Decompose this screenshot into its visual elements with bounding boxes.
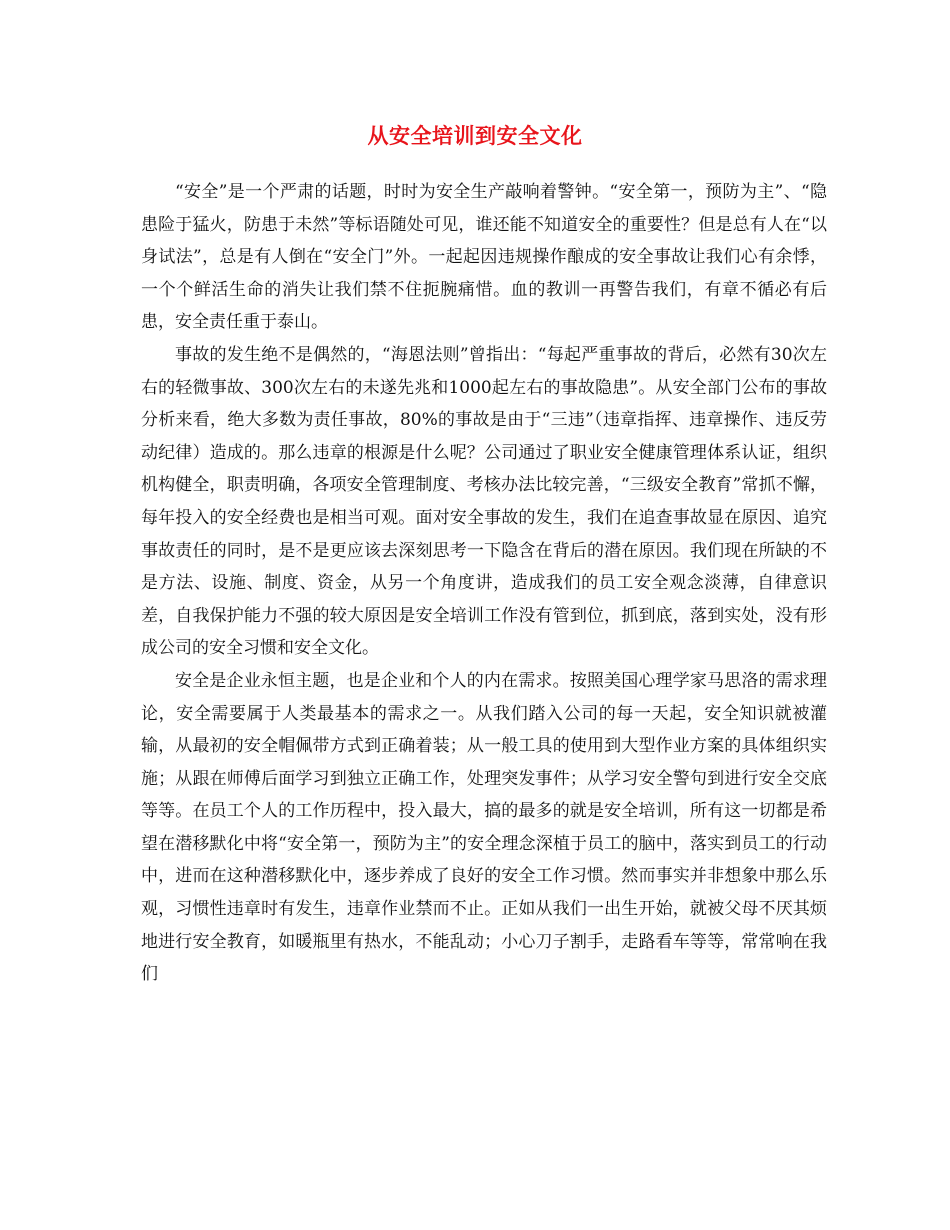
document-body <box>141 176 827 991</box>
paragraph-3: 安全是企业永恒主题，也是企业和个人的内在需求。按照美国心理学家马思洛的需求理论，安全需要属于人类最基本的需求之一。从我们踏入公司的每一天起，安全知识就被灌输，从最初的安全帽佩带方式到正确着装；从一般工具的使用到大型作业方案的具体组织实施；从跟在师傅后面学习到独立正确工作，处理突发事件；从学习安全警句到进行安全交底等等。在员工个人的工作历程中，投入最大，搞的最多的就是安全培训，所有这一切都是希望在潜移默化中将“安全第一，预防为主”的安全理念深植于员工的脑中，落实到员工的行动中，进而在这种潜移默化中，逐步养成了良好的安全工作习惯。然而事实并非想象中那么乐观，习惯性违章时有发生，违章作业禁而不止。正如从我们一出生开始，就被父母不厌其烦地进行安全教育，如暖瓶里有热水，不能乱动；小心刀子割手，走路看车等等，常常响在我们 <box>141 670 827 985</box>
document-title: 从安全培训到安全文化 <box>367 123 583 148</box>
paragraph-1: “安全”是一个严肃的话题，时时为安全生产敲响着警钟。“安全第一，预防为主”、“隐患险于猛火，防患于未然”等标语随处可见，谁还能不知道安全的重要性？但是总有人在“以身试法”，总是有人倒在“安全门”外。一起起因违规操作酿成的安全事故让我们心有余悸，一个个鲜活生命的消失让我们禁不住扼腕痛惜。血的教训一再警告我们，有章不循必有后患，安全责任重于泰山。 <box>141 182 827 333</box>
paragraph-2: 事故的发生绝不是偶然的，“海恩法则”曾指出：“每起严重事故的背后，必然有30次左右的轻微事故、300次左右的未遂先兆和1000起左右的事故隐患”。从安全部门公布的事故分析来看，绝大多数为责任事故，80%的事故是由于“三违”（违章指挥、违章操作、违反劳动纪律）造成的。那么违章的根源是什么呢？公司通过了职业安全健康管理体系认证，组织机构健全，职责明确，各项安全管理制度、考核办法比较完善，“三级安全教育”常抓不懈，每年投入的安全经费也是相当可观。面对安全事故的发生，我们在追查事故显在原因、追究事故责任的同时，是不是更应该去深刻思考一下隐含在背后的潜在原因。我们现在所缺的不是方法、设施、制度、资金，从另一个角度讲，造成我们的员工安全观念淡薄，自律意识差，自我保护能力不强的较大原因是安全培训工作没有管到位，抓到底，落到实处，没有形成公司的安全习惯和安全文化。 <box>141 344 827 659</box>
